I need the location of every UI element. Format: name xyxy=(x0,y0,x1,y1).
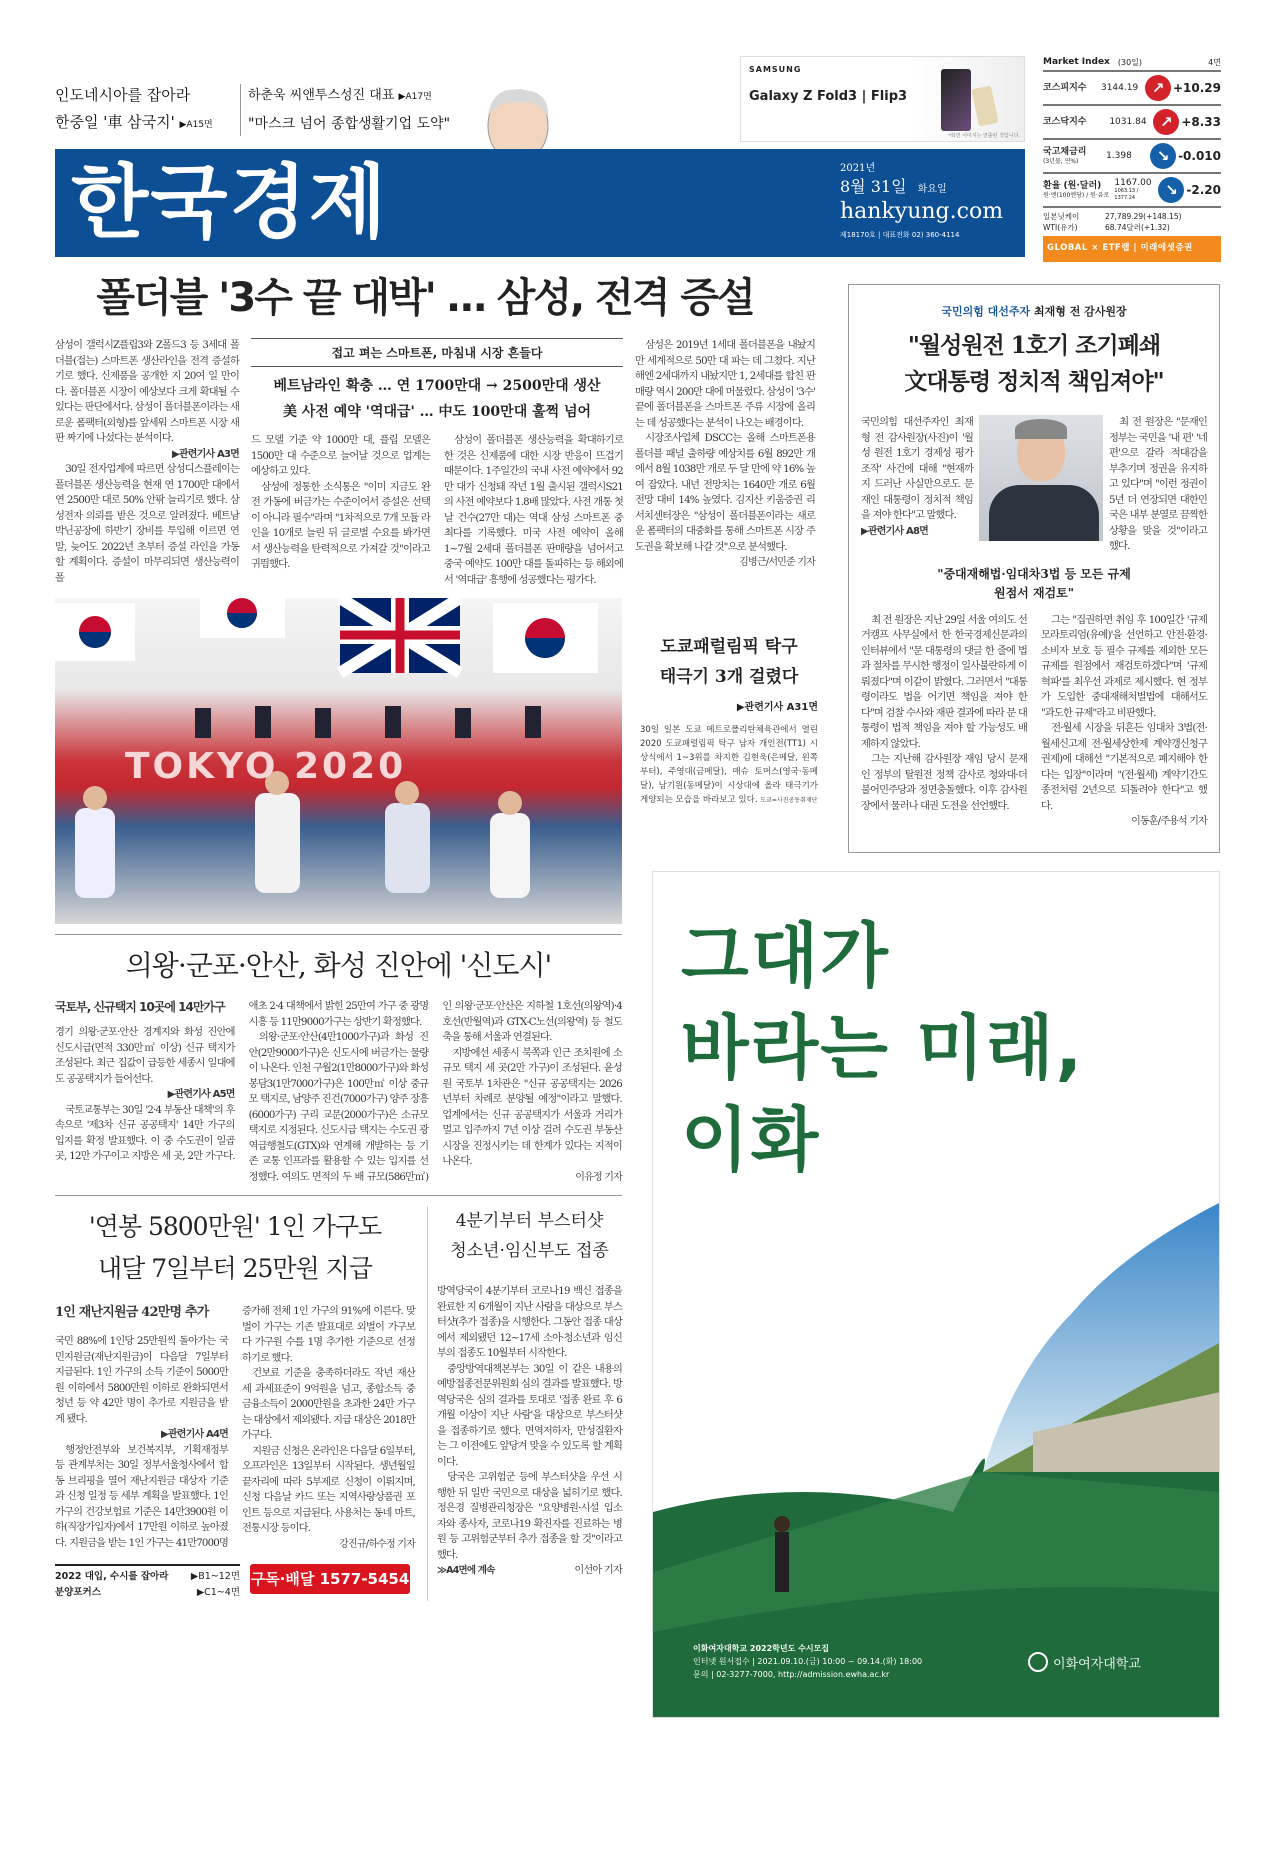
teaser-line: 한중일 '車 삼국지' xyxy=(55,113,175,131)
paragraph: 드 모델 기준 약 1000만 대, 플립 모델은 1500만 대 수준으로 늘어날 것으로 업계는 예상하고 있다. xyxy=(251,435,430,477)
teaser-line: "마스크 넘어 종합생활기업 도약" xyxy=(248,116,451,132)
section-ref: ▶B1~12면 xyxy=(190,1571,240,1582)
market-page: 4면 xyxy=(1208,57,1221,67)
paragraph: 국민의힘 대선주자인 최재형 전 감사원장(사진)이 '월성 원전 1호기 경제성 평가 조작' 사건에 대해 "현재까지 드러난 사실만으로도 문재인 대통령이 정치적 책임을 져야 한다"고 말했다. xyxy=(861,417,973,521)
samsung-brand: SAMSUNG xyxy=(749,65,802,74)
divider xyxy=(240,84,241,136)
booster-column xyxy=(437,1284,622,1579)
global-etf-banner[interactable]: GLOBAL × ETF랩 | 미래에셋증권 xyxy=(1043,236,1221,262)
arrow-up-icon: ↗ xyxy=(1145,75,1171,101)
page-ref: ▶A17면 xyxy=(398,92,432,102)
section-label: 2022 대입, 수시를 잡아라 xyxy=(55,1571,169,1582)
paragraph: 그는 "집권하면 취임 후 100일간 '규제 모라토리엄(유예)'을 선언하고 안전·환경·소비자 보호 등 필수 규제를 제외한 모든 규제를 원점에서 재검토하겠다"며 '규제 혁파'를 최우선 과제로 제시했다. 현 정부가 도입한 중대재해처벌법에 대해서도 "과도한 규제"라고 비판했다. xyxy=(1041,614,1207,719)
market-row xyxy=(1043,70,1221,104)
index-change: +8.33 xyxy=(1181,115,1221,129)
ad-contact[interactable]: 문의 | 02-3277-7000, http://admission.ewha.ac.kr xyxy=(693,1670,890,1679)
index-change: -0.010 xyxy=(1178,149,1221,163)
newspaper-logo[interactable]: 한국경제 xyxy=(71,156,389,249)
issue-date: 8월 31일 xyxy=(840,177,907,196)
index-value: 1.398 xyxy=(1106,151,1132,161)
paragraph: 당국은 고위험군 등에 부스터샷을 우선 시행한 뒤 일반 국민으로 대상을 넓히기로 했다. 정은경 질병관리청장은 "요양병원·시설 입소자와 종사자, 코로나19 확진자를 진료하는 병원 등 고위험군부터 추가 접종을 할 것"이라고 했다. xyxy=(437,1472,622,1561)
caption-title: 태극기 3개 걸렸다 xyxy=(659,667,799,687)
interview-headline[interactable]: "월성원전 1호기 조기폐쇄 xyxy=(907,332,1161,359)
paragraph: 지방에선 세종시 북쪽과 인근 조치원에 소규모 택지 세 곳(2만 가구)이 조성된다. 윤성원 국토부 1차관은 "신규 공공택지는 2026년부터 차례로 분양될 예정"이라고 말했다. 업계에서는 신규 공공택지가 서울과 거리가 멀고 입주까지 7년 이상 걸려 수도권 부동산시장을 진정시키는 데 한계가 있다는 지적이 나온다. xyxy=(442,1047,622,1167)
ad-slogan: 바라는 미래, xyxy=(681,1007,1085,1089)
interview-columns xyxy=(861,613,1207,830)
paralympics-photo[interactable] xyxy=(55,598,622,924)
headline-line: 내달 7일부터 25만원 지급 xyxy=(98,1254,372,1283)
samsung-ad[interactable] xyxy=(740,56,1025,142)
relief-article xyxy=(55,1206,415,1601)
paragraph: 지원금 신청은 온라인은 다음달 6일부터, 오프라인은 13일부터 시작된다. 생년월일 끝자리에 따라 5부제로 신청이 이뤄지며, 신청 다음날 카드 또는 지역사랑상품권 포인트 등으로 지급된다. 사용처는 동네 마트, 전통시장 등이다. xyxy=(242,1445,415,1534)
market-date: (30일) xyxy=(1117,57,1143,67)
paragraph: 행정안전부와 보건복지부, 기획재정부 등 관계부처는 30일 정부서울청사에서 합동 브리핑을 열어 재난지원금 대상자 기준과 신청 일정 등 세부 계획을 발표했다. 1인 가구의 건강보험료 기준은 14만3900원 이하(직장가입자)에서 17만원 이하로 높아졌다. 지원금을 받는 1인 가구는 41만7000명 증가해 전체 1인 가구의 91%에 이른다. 맞벌이 가구는 기존 발표대로 외벌이 가구보다 가구원 수를 1명 추가한 기준으로 선정하기로 했다. xyxy=(55,1306,415,1549)
paragraph: 시장조사업체 DSCC는 올해 스마트폰용 폴더블 패널 출하량 예상치를 6월 892만 개에서 8월 1038만 개로 두 달 만에 약 16% 높여 잡았다. 내년 전망치는 1640만 개로 6월 전망 대비 14% 높였다. 김지산 키움증권 리서치센터장은 "삼성이 폴더블폰이라는 새로운 폼팩터의 대중화를 통해 스마트폰 시장 주도권을 확보해 나갈 것"으로 분석했다. xyxy=(635,433,815,553)
relief-headline[interactable] xyxy=(55,1206,415,1290)
athletes-silhouettes xyxy=(75,771,530,898)
related-ref[interactable]: ▶관련기사 A3면 xyxy=(172,448,239,460)
lead-mid-columns xyxy=(251,433,623,588)
paragraph: 국민 88%에 1인당 25만원씩 돌아가는 국민지원금(재난지원금)이 다음달 7일부터 지급된다. 1인 가구의 소득 기준이 5000만원 이하에서 5800만원 이하로 완화되면서 청년 등 약 42만 명이 추가로 지원금을 받게 됐다. xyxy=(55,1336,228,1425)
index-value: 1167.00 xyxy=(1114,178,1152,188)
samsung-note: *화면 이미지는 연출된 것입니다. xyxy=(948,133,1020,139)
korean-flag xyxy=(55,603,135,661)
paragraph: 최 전 원장은 "문재인 정부는 국민을 '내 편' '네 편'으로 갈라 적대감을 부추기며 정권을 유지하고 있다"며 "이런 정권이 5년 더 연장되면 대한민국은 내부 분열로 끔찍한 상황을 맞을 것"이라고 했다. xyxy=(1109,417,1207,552)
paragraph: 30일 전자업계에 따르면 삼성디스플레이는 폴더블폰 생산능력을 현재 연 1700만 대에서 연 2500만 대로 50% 안팎 늘리기로 했다. 삼성전자 의뢰를 받은 것으로 알려졌다. 베트남 박닌공장에 하반기 장비를 투입해 이르면 연말, 늦어도 2022년 초부터 증설 라인을 가동할 계획이다. 증설이 마무리되면 생산능력이 폴 xyxy=(55,464,239,584)
campus-landscape xyxy=(653,872,1220,1718)
related-ref[interactable]: ▶관련기사 A31면 xyxy=(736,702,818,713)
ad-logo: 이화여자대학교 xyxy=(1053,1656,1141,1672)
lead-subhead-box xyxy=(251,338,623,421)
subscribe-banner[interactable]: 구독·배달 1577-5454 xyxy=(250,1564,410,1594)
arrow-up-icon: ↗ xyxy=(1153,109,1179,135)
housing-subhead: 국토부, 신규택지 10곳에 14만가구 xyxy=(55,1000,225,1014)
index-sub-values: 1063.13 / 1377.24 xyxy=(1114,188,1139,201)
teaser-line: 인도네시아를 잡아라 xyxy=(55,86,191,104)
section-item[interactable] xyxy=(55,1585,240,1601)
ad-slogan: 그대가 xyxy=(681,915,890,997)
paragraph: 국토교통부는 30일 '2·4 부동산 대책'의 후속으로 '제3차 신규 공공택지' 14만 가구의 입지를 확정 발표했다. 이 중 수도권이 일곱 곳, 12만 가구이고 지방은 세 곳, 2만 가구다. 애초 2·4 대책에서 밝힌 25만여 가구 중 광명시흥 등 11만9000가구는 상반기 확정했다. xyxy=(55,1001,429,1162)
section-index xyxy=(55,1564,240,1601)
paragraph: 중앙방역대책본부는 30일 이 같은 내용의 예방접종전문위원회 심의 결과를 발표했다. 방역당국은 심의 결과를 토대로 '접종 완료 후 6개월 이상이 지난 사람'을 대상으로 부스터샷을 접종하기로 했다. 면역저하자, 만성질환자는 그 이전에도 앞당겨 맞을 수 있도록 할 계획이다. xyxy=(437,1363,622,1468)
market-row xyxy=(1043,172,1221,206)
teaser-line: 하춘욱 씨앤투스성진 대표 xyxy=(248,88,395,103)
portrait-photo xyxy=(979,415,1103,541)
booster-headline[interactable] xyxy=(437,1206,622,1266)
box-title: 접고 펴는 스마트폰, 마침내 시장 흔들다 xyxy=(251,339,623,367)
paragraph: 삼성에 정통한 소식통은 "이미 지금도 완전 가동에 버금가는 수준이어서 증설은 선택이 아니라 필수"라며 "1차적으로 7개 모듈 라인을 10개로 늘린 뒤 글로벌 수요를 봐가면서 생산능력을 탄력적으로 가져갈 것"이라고 귀띔했다. xyxy=(251,481,430,570)
market-row xyxy=(1043,104,1221,138)
paragraph: 삼성이 폴더블폰 생산능력을 확대하기로 한 것은 신제품에 대한 시장 반응이 뜨겁기 때문이다. 1주일간의 국내 사전 예약에서 92만 대가 신청돼 작년 1월 출시된 갤럭시S21의 사전 예약보다 1.8배 많았다. 사전 개통 첫날 건수(27만 대)는 역대 삼성 스마트폰 중 최다를 기록했다. 미국 사전 예약이 올해 1~7월 2세대 폴더블폰 판매량을 넘어서고 중국 예약도 100만 대를 돌파하는 등 해외에서 '역대급' 흥행에 성공했다는 평가다. xyxy=(444,435,623,586)
ewha-seal-icon xyxy=(1028,1652,1048,1672)
index-name: 코스피지수 xyxy=(1043,82,1087,93)
paragraph: 경기 의왕·군포·안산 경계지와 화성 진안에 신도시급(면적 330만㎡ 이상) 신규 택지가 조성된다. 최근 집값이 급등한 세종시 일대에도 공공택지가 들어선다. xyxy=(55,1027,235,1085)
byline: 이선아 기자 xyxy=(574,1565,622,1576)
index-value: 3144.19 xyxy=(1100,83,1139,93)
paragraph: 의왕·군포·안산(4만1000가구)과 화성 진안(2만9000가구)은 신도시에 버금가는 물량이 나온다. 인천 구월2(1만8000가구)와 화성 봉담3(1만7000가구)은 100만㎡ 이상 중규모 택지로, 남양주 진건(7000가구) 양주 장흥(6000가구) 구리 교문(2000가구)은 소규모 택지로 지정된다. 신도시급 택지는 수도권 광역급행철도(GTX)와 연계해 개발하는 등 기존 교통 인프라를 활용할 수 있는 입지를 선정했다. 여의도 면적의 두 배 규모(586만㎡)인 의왕·군포·안산은 지하철 1호선(의왕역)·4호선(반월역)과 GTX-C노선(의왕역) 등 철도 축을 통해 서울과 연결된다. xyxy=(248,1001,622,1183)
index-change: +10.29 xyxy=(1172,81,1221,95)
byline: 이유정 기자 xyxy=(575,1171,622,1183)
paragraph: 삼성은 2019년 1세대 폴더블폰을 내놨지만 세계적으로 50만 대 파는 데 그쳤다. 지난해엔 2세대까지 내놨지만 1, 2세대를 합친 판매량 역시 200만 대에 머물렀다. 삼성이 '3수' 끝에 폴더블폰을 스마트폰 주류 시장에 올리는 데 성공했다는 분석이 나오는 배경이다. xyxy=(635,340,815,429)
phone-image xyxy=(941,69,971,131)
uk-flag xyxy=(340,598,460,673)
ad-schedule: 인터넷 원서접수 | 2021.09.10.(금) 10:00 ~ 09.14.(화) 18:00 xyxy=(693,1657,923,1666)
interview-box xyxy=(848,284,1220,853)
section-label: 분양포커스 xyxy=(55,1587,101,1598)
arrow-down-icon: ↘ xyxy=(1150,143,1176,169)
booster-article xyxy=(437,1206,622,1601)
section-item[interactable] xyxy=(55,1569,240,1585)
paragraph: 최 전 원장은 지난 29일 서울 여의도 선거캠프 사무실에서 한 한국경제신문과의 인터뷰에서 "문 대통령의 댓글 한 줄에 법과 절차를 무시한 행정이 일사불란하게 이뤄졌다"며 이같이 밝혔다. 그러면서 "대통령이라도 법을 어기면 책임을 져야 한다"며 검찰 수사와 재판 결과에 따라 문 대통령이 법적 책임을 져야 할 가능성도 배제하지 않았다. xyxy=(861,614,1027,750)
masthead: 한국경제 2021년 8월 31일 화요일 hankyung.com 제18170호 | 대표전화 02) 360-4114 xyxy=(55,149,1025,257)
section-ref: ▶C1~4면 xyxy=(196,1587,240,1598)
index-name: 코스닥지수 xyxy=(1043,116,1087,127)
officials-silhouettes xyxy=(195,706,541,738)
market-extra-row xyxy=(1043,211,1221,222)
lead-mid xyxy=(251,338,623,588)
page-ref: ▶A15면 xyxy=(179,120,213,130)
website[interactable]: hankyung.com xyxy=(840,199,1004,224)
relief-subhead: 1인 재난지원금 42만명 추가 xyxy=(55,1305,209,1320)
index-change: -2.20 xyxy=(1186,183,1221,197)
arrow-down-icon: ↘ xyxy=(1158,177,1184,203)
related-ref[interactable]: ▶관련기사 A8면 xyxy=(861,525,928,537)
related-ref[interactable]: ▶관련기사 A5면 xyxy=(167,1089,235,1100)
ewha-ad[interactable] xyxy=(652,871,1220,1718)
kicker-name: 최재형 전 감사원장 xyxy=(1034,305,1127,318)
byline: 김병근/서민준 기자 xyxy=(739,557,815,568)
subhead: 베트남라인 확충 … 연 1700만대 → 2500만대 생산 xyxy=(273,378,601,394)
issue-weekday: 화요일 xyxy=(917,184,947,195)
market-row xyxy=(1043,138,1221,172)
market-title: Market Index xyxy=(1043,57,1110,67)
relief-columns xyxy=(55,1304,415,1552)
index-name: 환율 (원·달러) xyxy=(1043,180,1102,191)
teaser-mask[interactable] xyxy=(248,82,483,138)
korean-flag xyxy=(200,598,285,638)
bottom-row xyxy=(55,1195,622,1601)
person-silhouette xyxy=(775,1532,789,1592)
korean-flag xyxy=(493,603,598,673)
index-value: 68.74달러(+1.32) xyxy=(1105,223,1170,232)
index-sub: 원·엔(100엔당) / 원·유로 xyxy=(1043,191,1110,199)
byline: 이동훈/주용석 기자 xyxy=(1131,816,1207,827)
market-index xyxy=(1043,54,1221,262)
caption-text: 30일 일본 도쿄 메트로폴리탄체육관에서 열린 2020 도쿄패럴림픽 탁구 남자 개인전(TT1) 시상식에서 1~3위를 차지한 김현욱(은메달, 왼쪽부터), 주영대(금메달), 매슈 토머스(영국·동메달), 남기원(동메달)이 시상대에 올라 태극기가 게양되는 모습을 바라보고 있다. xyxy=(640,725,818,805)
photo-credit: 도쿄=사진공동취재단 xyxy=(760,797,818,804)
index-value: 27,789.29(+148.15) xyxy=(1105,212,1182,221)
paragraph: 건보료 기준을 충족하더라도 작년 재산세 과세표준이 9억원을 넘고, 종합소득 중 금융소득이 2000만원을 초과한 24만 가구는 대상에서 제외됐다. 지급 대상은 2018만 가구다. xyxy=(242,1368,415,1441)
headline-line: '연봉 5800만원' 1인 가구도 xyxy=(88,1212,382,1241)
kicker: 국민의힘 대선주자 xyxy=(941,305,1031,318)
paragraph: 삼성이 갤럭시Z플립3와 Z폴드3 등 3세대 폴더블(접는) 스마트폰 생산라인을 전격 증설하기로 했다. 신제품을 공개한 지 20여 일 만이다. 폴더블폰 시장이 예상보다 크게 확대될 수 있다는 판단에서다. 삼성이 폴더블폰이라는 새로운 폼팩터(외형)를 앞세워 스마트폰 시장 새판 짜기에 나섰다는 분석이다. xyxy=(55,340,239,444)
index-name: 국고채금리 xyxy=(1043,146,1087,157)
byline: 강진규/하수정 기자 xyxy=(339,1538,415,1550)
headline-line: 4분기부터 부스터샷 xyxy=(455,1211,604,1231)
phone: 대표전화 02) 360-4114 xyxy=(882,231,960,239)
teaser-indonesia[interactable] xyxy=(55,82,240,139)
divider xyxy=(427,1206,428,1601)
index-sub: (3년물, 연%) xyxy=(1043,157,1079,165)
market-extra-row xyxy=(1043,222,1221,233)
paragraph: 그는 지난해 감사원장 재임 당시 문재인 정부의 탈원전 정책 감사로 청와대·더불어민주당과 정면충돌했다. 이후 감사원장에서 물러나 대권 도전을 선언했다. xyxy=(861,754,1027,812)
ad-slogan: 이화 xyxy=(681,1099,821,1181)
photo-caption xyxy=(640,632,818,808)
index-value: 1031.84 xyxy=(1109,117,1147,127)
caption-title: 도쿄패럴림픽 탁구 xyxy=(660,637,798,657)
related-ref[interactable]: ▶관련기사 A4면 xyxy=(161,1429,228,1440)
pull-quote: "중대재해법·임대차3법 등 모든 규제 원점서 재검토" xyxy=(937,566,1131,600)
housing-article xyxy=(55,934,622,1185)
phone-image xyxy=(971,85,998,126)
paragraph: 방역당국이 4분기부터 코로나19 백신 접종을 완료한 지 6개월이 지난 사람을 대상으로 부스터샷(추가 접종)을 시행한다. 그동안 접종 대상에서 제외됐던 12~17세 소아·청소년과 임신부의 접종도 10월부터 시작한다. xyxy=(437,1286,622,1359)
issue-year: 2021년 xyxy=(840,163,876,174)
lead-article xyxy=(55,338,820,588)
subhead: 美 사전 예약 '역대급' … 中도 100만대 훌쩍 넘어 xyxy=(282,404,592,420)
ad-title: 이화여자대학교 2022학년도 수시모집 xyxy=(693,1644,830,1653)
index-name: 일본닛케이 xyxy=(1043,212,1080,221)
headline-line: 청소년·임신부도 접종 xyxy=(450,1241,609,1261)
paragraph: 전·월세 시장을 뒤흔든 임대차 3법(전·월세신고제 전·월세상한제 계약갱신청구권제)에 대해선 "기본적으로 폐지해야 한다는 입장"이라며 "(전·월세) 계약기간도 종전처럼 2년으로 되돌려야 한다"고 했다. xyxy=(1041,723,1207,812)
lead-col1 xyxy=(55,338,239,586)
tokyo-2020-signage: TOKYO 2020 xyxy=(125,746,407,787)
lead-col4 xyxy=(635,338,815,571)
issue-number: 제18170호 xyxy=(840,231,876,239)
continued-link[interactable]: ≫A4면에 계속 xyxy=(437,1565,495,1576)
housing-columns xyxy=(55,999,622,1185)
index-name: WTI(유가) xyxy=(1043,223,1078,232)
samsung-product: Galaxy Z Fold3 | Flip3 xyxy=(749,89,908,104)
interview-headline[interactable]: 文대통령 정치적 책임져야" xyxy=(904,368,1164,395)
lead-headline[interactable]: 폴더블 '3수 끝 대박' … 삼성, 전격 증설 xyxy=(96,275,754,321)
housing-headline[interactable]: 의왕·군포·안산, 화성 진안에 '신도시' xyxy=(125,949,552,982)
